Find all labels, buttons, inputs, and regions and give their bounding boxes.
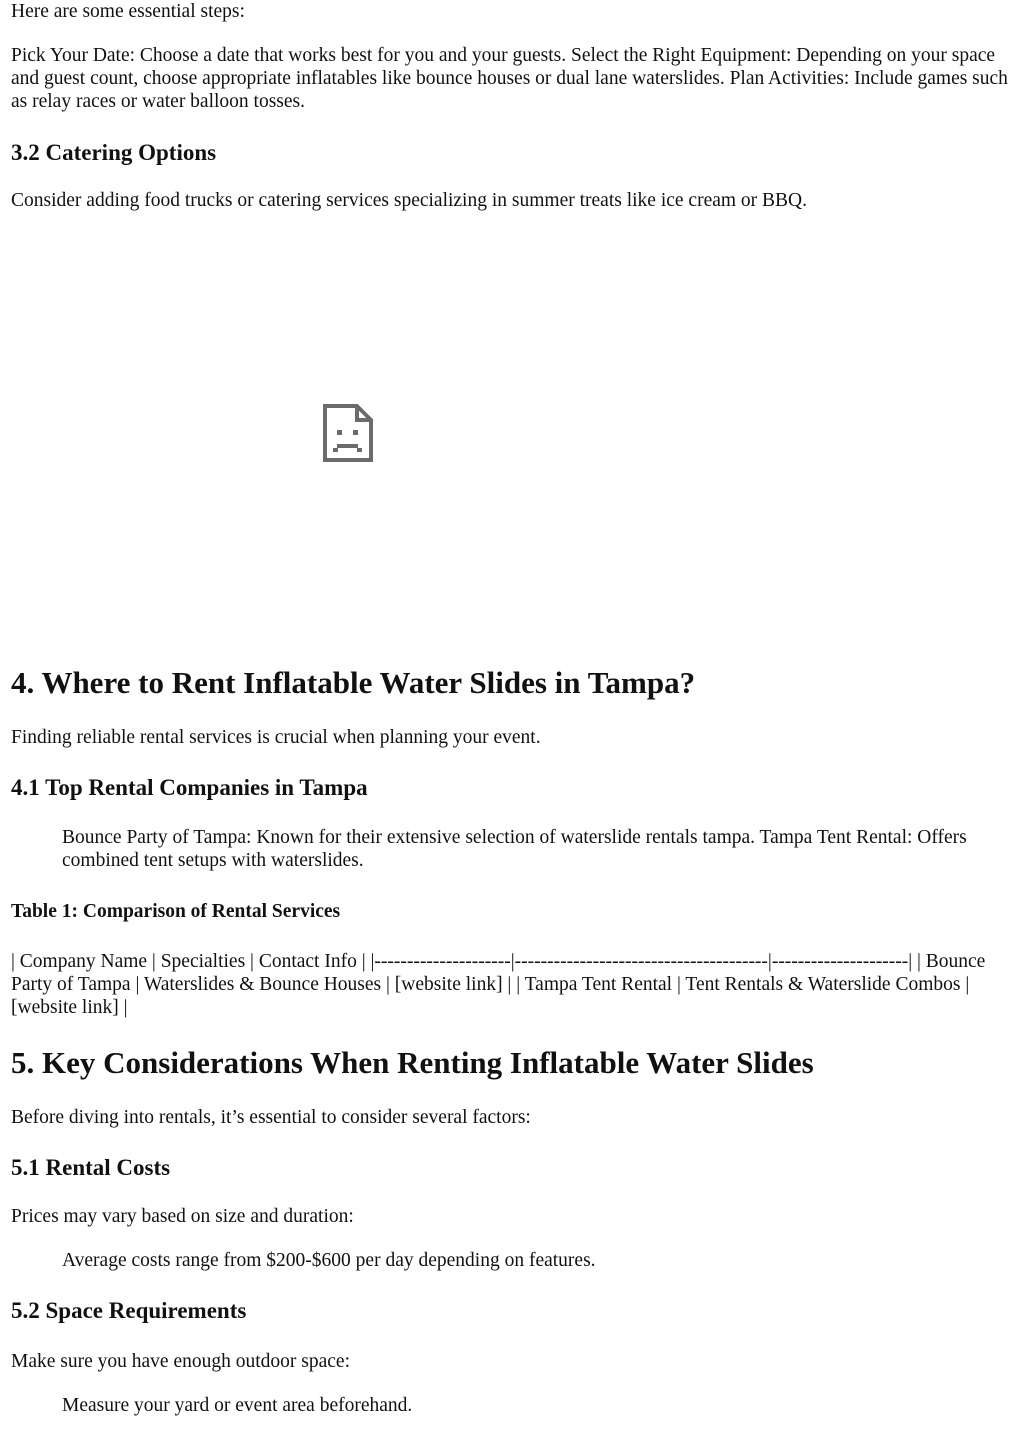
space-requirements-paragraph: Make sure you have enough outdoor space:	[11, 1351, 350, 1372]
section-5-heading: 5. Key Considerations When Renting Inflatable Water Slides	[11, 1045, 814, 1080]
rental-costs-item: Average costs range from $200-$600 per day depending on features.	[62, 1250, 596, 1271]
steps-paragraph: Pick Your Date: Choose a date that works best for you and your guests. Select the Right Equipment: Depending on your space and guest count, choose appropriate inflatables like bounce houses or dual lane waterslides. Plan Activities: Include games such as relay races or water balloon tosses.	[11, 45, 1008, 112]
intro-text: Here are some essential steps:	[11, 1, 245, 22]
comparison-table-text: | Company Name | Specialties | Contact Info | |---------------------|---------------------------------------|---------------------| | Bounce Party of Tampa | Waterslides & Bounce Houses | [website link] | | Tampa Tent Rental | Tent Rentals & Waterslide Combos | [website link] |	[11, 951, 986, 1018]
rental-companies-list: Bounce Party of Tampa: Known for their extensive selection of waterslide rentals tampa. Tampa Tent Rental: Offers combined tent setups with waterslides.	[62, 827, 967, 871]
section-5-intro: Before diving into rentals, it’s essential to consider several factors:	[11, 1107, 531, 1128]
table-title: Table 1: Comparison of Rental Services	[11, 901, 341, 922]
catering-paragraph: Consider adding food trucks or catering services specializing in summer treats like ice cream or BBQ.	[11, 190, 808, 211]
section-4-intro: Finding reliable rental services is crucial when planning your event.	[11, 727, 541, 748]
rental-costs-heading: 5.1 Rental Costs	[11, 1155, 171, 1180]
rental-companies-heading: 4.1 Top Rental Companies in Tampa	[11, 775, 368, 800]
space-requirements-heading: 5.2 Space Requirements	[11, 1298, 247, 1323]
broken-image-icon	[323, 404, 373, 462]
space-requirements-item: Measure your yard or event area beforehand.	[62, 1395, 413, 1416]
catering-heading: 3.2 Catering Options	[11, 140, 217, 165]
section-4-heading: 4. Where to Rent Inflatable Water Slides in Tampa?	[11, 665, 696, 700]
rental-costs-paragraph: Prices may vary based on size and duration:	[11, 1206, 354, 1227]
